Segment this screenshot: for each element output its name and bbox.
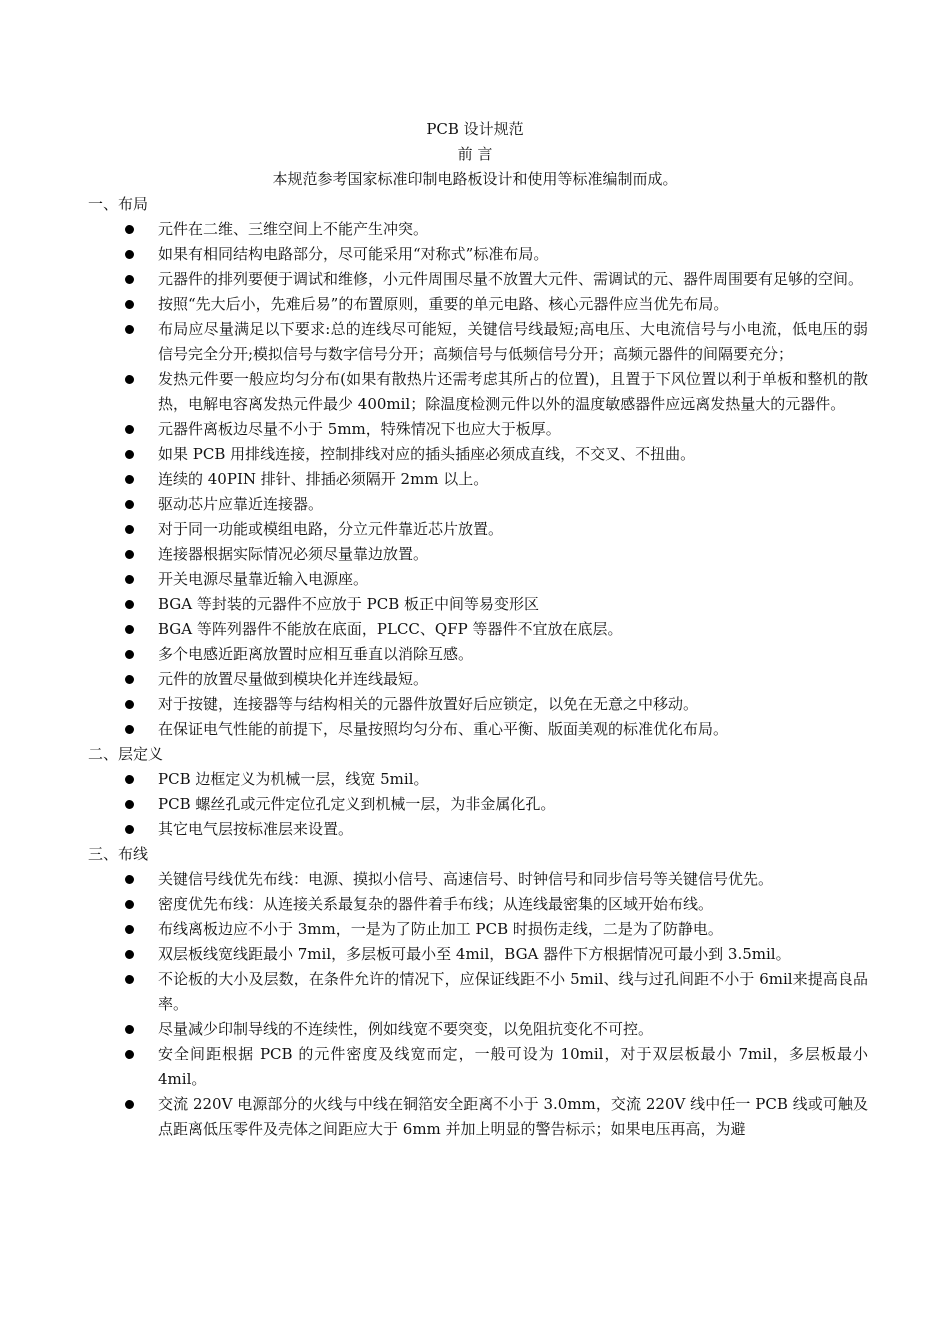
bullet-icon (125, 650, 134, 659)
list-item (88, 867, 868, 892)
list-item-text: 元器件离板边尽量不小于 5mm，特殊情况下也应大于板厚。 (158, 420, 561, 438)
list-item (88, 942, 868, 967)
list-item-text: 双层板线宽线距最小 7mil，多层板可最小至 4mil，BGA 器件下方根据情况可最小到 3.5mil。 (158, 945, 791, 963)
list-item (88, 567, 868, 592)
bullet-icon (125, 700, 134, 709)
list-item (88, 467, 868, 492)
list-item-text: 多个电感近距离放置时应相互垂直以消除互感。 (158, 645, 474, 663)
document-title: PCB 设计规范 (426, 120, 524, 138)
list-item-text: 驱动芯片应靠近连接器。 (158, 495, 324, 513)
bullet-icon (125, 375, 134, 384)
bullet-icon (125, 225, 134, 234)
list-item (88, 1042, 868, 1092)
list-item (88, 642, 868, 667)
list-item-text: 发热元件要一般应均匀分布(如果有散热片还需考虑其所占的位置)，且置于下风位置以利于单板和整机的散热，电解电容离发热元件最少 400mil；除温度检测元件以外的温度敏感器件应远离发热量大的元器件。 (158, 370, 868, 413)
list-item (88, 367, 868, 417)
list-item (88, 717, 868, 742)
bullet-icon (125, 600, 134, 609)
list-item-text: 布线离板边应不小于 3mm，一是为了防止加工 PCB 时损伤走线，二是为了防静电。 (158, 920, 723, 938)
bullet-icon (125, 500, 134, 509)
list-item-text: 交流 220V 电源部分的火线与中线在铜箔安全距离不小于 3.0mm，交流 220V 线中任一 PCB 线或可触及点距离低压零件及壳体之间距应大于 6mm 并加上明显的警告标示；如果电压再高，为避 (158, 1095, 868, 1138)
bullet-icon (125, 575, 134, 584)
list-item-text: BGA 等阵列器件不能放在底面，PLCC、QFP 等器件不宜放在底层。 (158, 620, 623, 638)
bullet-icon (125, 275, 134, 284)
list-item (88, 592, 868, 617)
list-item (88, 667, 868, 692)
section-heading: 一、布局 (88, 195, 149, 213)
bullet-list (88, 867, 868, 1142)
list-item (88, 692, 868, 717)
list-item (88, 267, 868, 292)
list-item (88, 817, 868, 842)
list-item (88, 767, 868, 792)
list-item-text: 布局应尽量满足以下要求:总的连线尽可能短，关键信号线最短;高电压、大电流信号与小电流，低电压的弱信号完全分开;模拟信号与数字信号分开；高频信号与低频信号分开；高频元器件的间隔要充分； (158, 320, 868, 363)
section-heading: 二、层定义 (88, 745, 164, 763)
list-item (88, 542, 868, 567)
list-item-text: 安全间距根据 PCB 的元件密度及线宽而定，一般可设为 10mil，对于双层板最小 7mil，多层板最小 4mil。 (158, 1045, 868, 1088)
bullet-icon (125, 1050, 134, 1059)
list-item-text: 如果 PCB 用排线连接，控制排线对应的插头插座必须成直线，不交叉、不扭曲。 (158, 445, 696, 463)
list-item (88, 442, 868, 467)
list-item (88, 1092, 868, 1142)
bullet-icon (125, 675, 134, 684)
bullet-icon (125, 950, 134, 959)
list-item-text: 开关电源尽量靠近输入电源座。 (158, 570, 369, 588)
bullet-icon (125, 425, 134, 434)
bullet-icon (125, 475, 134, 484)
list-item-text: 元器件的排列要便于调试和维修，小元件周围尽量不放置大元件、需调试的元、器件周围要有足够的空间。 (158, 270, 864, 288)
list-item (88, 242, 868, 267)
list-item (88, 292, 868, 317)
document-subtitle: 前 言 (457, 145, 493, 163)
list-item (88, 967, 868, 1017)
bullet-icon (125, 450, 134, 459)
bullet-icon (125, 900, 134, 909)
document-body (88, 192, 868, 1142)
list-item-text: BGA 等封装的元器件不应放于 PCB 板正中间等易变形区 (158, 595, 540, 613)
document-intro: 本规范参考国家标准印制电路板设计和使用等标准编制而成。 (272, 170, 678, 188)
bullet-icon (125, 875, 134, 884)
list-item-text: 在保证电气性能的前提下，尽量按照均匀分布、重心平衡、版面美观的标准优化布局。 (158, 720, 729, 738)
list-item-text: 元件的放置尽量做到模块化并连线最短。 (158, 670, 429, 688)
list-item-text: 连接器根据实际情况必须尽量靠边放置。 (158, 545, 429, 563)
bullet-icon (125, 250, 134, 259)
section-heading: 三、布线 (88, 845, 149, 863)
list-item-text: 尽量减少印制导线的不连续性，例如线宽不要突变，以免阻抗变化不可控。 (158, 1020, 654, 1038)
list-item (88, 617, 868, 642)
list-item-text: 对于按键，连接器等与结构相关的元器件放置好后应锁定，以免在无意之中移动。 (158, 695, 699, 713)
list-item (88, 417, 868, 442)
list-item-text: PCB 边框定义为机械一层，线宽 5mil。 (158, 770, 429, 788)
list-item (88, 217, 868, 242)
list-item-text: 其它电气层按标准层来设置。 (158, 820, 354, 838)
list-item-text: 不论板的大小及层数，在条件允许的情况下，应保证线距不小 5mil、线与过孔间距不小于 6mil来提高良品率。 (158, 970, 868, 1013)
list-item (88, 1017, 868, 1042)
list-item (88, 892, 868, 917)
bullet-icon (125, 300, 134, 309)
bullet-icon (125, 550, 134, 559)
list-item-text: 按照“先大后小，先难后易”的布置原则，重要的单元电路、核心元器件应当优先布局。 (158, 295, 729, 313)
bullet-icon (125, 800, 134, 809)
list-item-text: PCB 螺丝孔或元件定位孔定义到机械一层，为非金属化孔。 (158, 795, 556, 813)
list-item-text: 如果有相同结构电路部分，尽可能采用“对称式”标准布局。 (158, 245, 549, 263)
bullet-icon (125, 725, 134, 734)
list-item-text: 连续的 40PIN 排针、排插必须隔开 2mm 以上。 (158, 470, 489, 488)
list-item (88, 917, 868, 942)
bullet-list (88, 217, 868, 742)
list-item-text: 密度优先布线：从连接关系最复杂的器件着手布线；从连线最密集的区域开始布线。 (158, 895, 714, 913)
list-item (88, 792, 868, 817)
bullet-icon (125, 775, 134, 784)
list-item-text: 元件在二维、三维空间上不能产生冲突。 (158, 220, 429, 238)
list-item (88, 317, 868, 367)
list-item (88, 492, 868, 517)
list-item-text: 对于同一功能或模组电路，分立元件靠近芯片放置。 (158, 520, 504, 538)
list-item (88, 517, 868, 542)
bullet-icon (125, 325, 134, 334)
bullet-icon (125, 925, 134, 934)
bullet-icon (125, 1100, 134, 1109)
bullet-icon (125, 525, 134, 534)
bullet-icon (125, 625, 134, 634)
list-item-text: 关键信号线优先布线：电源、摸拟小信号、高速信号、时钟信号和同步信号等关键信号优先。 (158, 870, 774, 888)
bullet-list (88, 767, 868, 842)
bullet-icon (125, 1025, 134, 1034)
bullet-icon (125, 975, 134, 984)
bullet-icon (125, 825, 134, 834)
